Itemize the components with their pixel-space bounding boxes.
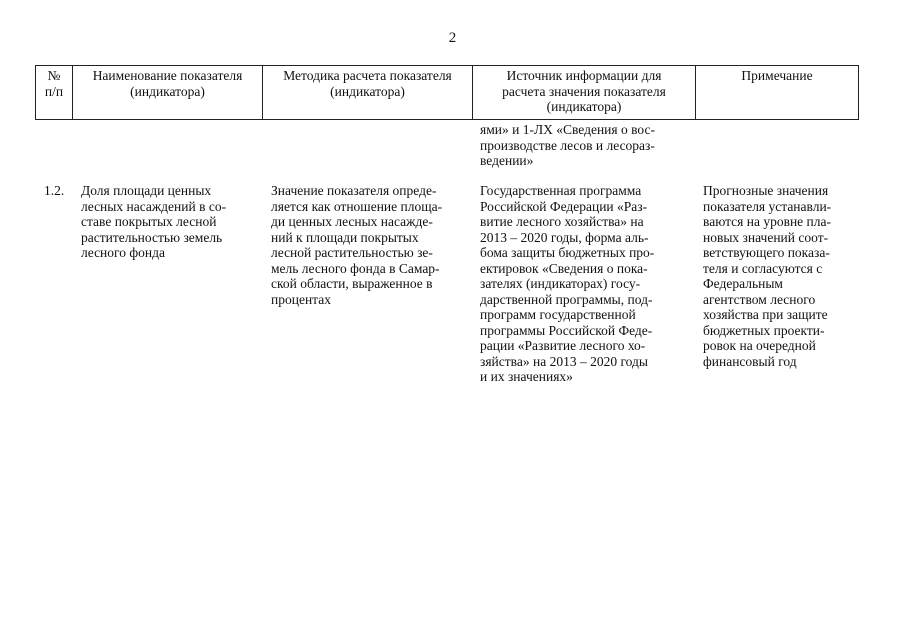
text-line: растительностью земель [81, 229, 223, 245]
text-line: программы Российской Феде- [480, 322, 653, 338]
text-line: Российской Федерации «Раз- [480, 198, 648, 214]
header-no-line: п/п [44, 83, 64, 99]
text-line: ний к площади покрытых [271, 229, 419, 245]
header-method-line: Методика расчета показателя [283, 68, 452, 83]
header-name-line: Наименование показателя [92, 68, 243, 83]
text-line: хозяйства при защите [703, 307, 828, 322]
text-line: финансовый год [703, 353, 797, 369]
header-method [263, 66, 473, 120]
text-line: зателях (индикаторах) госу- [480, 276, 641, 291]
text-line: ставе покрытых лесной [81, 214, 217, 229]
text-line: ди ценных лесных насажде- [271, 214, 433, 229]
text-line: зяйства» на 2013 – 2020 годы [480, 353, 648, 369]
note [703, 183, 855, 369]
text-line: лесного фонда [81, 245, 165, 260]
text-line: Доля площади ценных [81, 183, 212, 198]
text-line: рации «Развитие лесного хо- [480, 338, 646, 353]
text-line: лесных насаждений в со- [81, 198, 227, 214]
page-number: 2 [448, 30, 457, 46]
text-line: процентах [271, 291, 331, 307]
text-line: дарственной программы, под- [480, 291, 653, 307]
header-note-line: Примечание [741, 68, 813, 83]
table-header-row [36, 66, 859, 120]
text-line: бома защиты бюджетных про- [480, 245, 655, 260]
text-line: ветствующего показа- [703, 245, 830, 260]
text-line: показателя устанавли- [703, 198, 832, 214]
text-line: 2013 – 2020 годы, форма аль- [480, 229, 649, 245]
text-line: Федеральным [703, 276, 783, 291]
row-number: 1.2. [44, 183, 65, 198]
calculation-method [271, 183, 469, 307]
header-name-line: (индикатора) [130, 83, 205, 99]
text-line: производстве лесов и лесораз- [480, 137, 655, 153]
header-source-line: (индикатора) [546, 99, 622, 114]
text-line: агентством лесного [703, 291, 816, 307]
header-source [473, 66, 696, 120]
header-source-line: расчета значения показателя [502, 83, 666, 99]
text-line: и их значениях» [480, 369, 573, 384]
text-line: Прогнозные значения [703, 183, 829, 198]
indicator-name [81, 183, 259, 261]
text-line: лесной растительностью зе- [271, 245, 433, 260]
text-line: ляется как отношение площа- [271, 198, 443, 214]
text-line: ваются на уровне пла- [703, 214, 831, 229]
text-line: ской области, выраженное в [271, 276, 433, 291]
header-method-line: (индикатора) [330, 83, 405, 99]
text-line: Государственная программа [480, 183, 642, 198]
header-no-line: № [47, 68, 61, 83]
header-no [36, 66, 73, 120]
source-continuation [480, 122, 692, 169]
information-source [480, 183, 692, 385]
text-line: бюджетных проекти- [703, 322, 825, 338]
text-line: ями» и 1-ЛХ «Сведения о вос- [480, 122, 655, 137]
table-header [35, 65, 859, 120]
header-source-line: Источник информации для [506, 68, 662, 83]
text-line: витие лесного хозяйства» на [480, 214, 644, 229]
text-line: мель лесного фонда в Самар- [271, 260, 440, 276]
text-line: Значение показателя опреде- [271, 183, 437, 198]
text-line: новых значений соот- [703, 229, 829, 245]
header-note [696, 66, 859, 120]
text-line: ведении» [480, 153, 534, 168]
text-line: теля и согласуются с [703, 260, 823, 276]
header-name [73, 66, 263, 120]
text-line: программ государственной [480, 307, 636, 322]
text-line: ектировок «Сведения о пока- [480, 260, 648, 276]
text-line: ровок на очередной [703, 338, 816, 353]
